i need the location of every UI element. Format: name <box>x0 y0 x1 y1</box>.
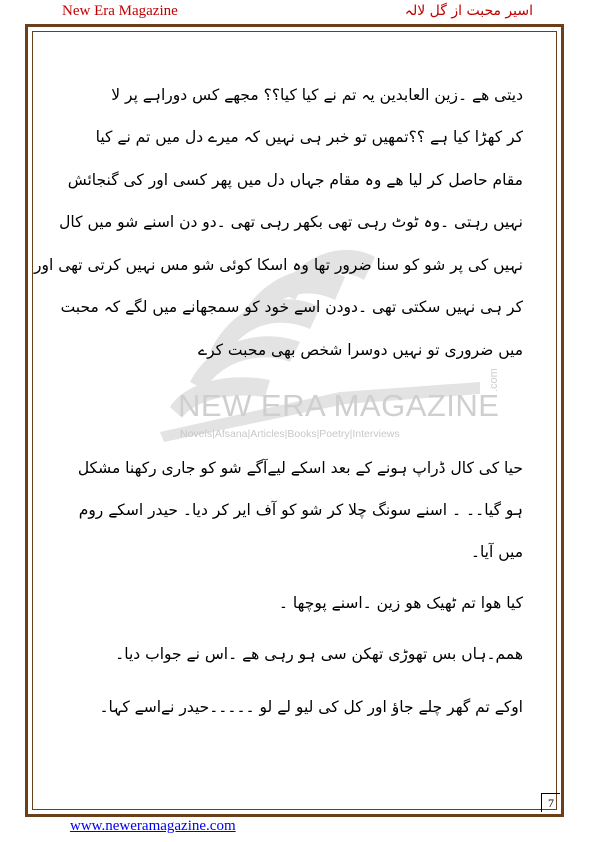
body-line: میں ضروری تو نہیں دوسرا شخص بھی محبت کرے <box>197 341 523 359</box>
body-line: حیا کی کال ڈراپ ہونے کے بعد اسکے لیےآگے شو کو جاری رکھنا مشکل <box>77 459 523 477</box>
body-line: کیا ھوا تم ٹھیک ھو زین ۔اسنے پوچھا ۔ <box>278 594 523 612</box>
story-header-title: اسیر محبت از گل لالہ <box>404 3 533 19</box>
body-line: دیتی ھے ۔زین العابدین یہ تم نے کیا کیا؟؟ مجھے کس دوراہے پر لا <box>111 86 523 104</box>
body-line: میں آیا۔ <box>470 543 523 561</box>
body-line: ہو گیا۔۔ ۔ اسنے سونگ چلا کر شو کو آف ایر کر دیا۔ حیدر اسکے روم <box>78 501 523 519</box>
body-line: نہیں کی پر شو کو سنا ضرور تھا وہ اسکا کوئی شو مس نہیں کرتی تھی اور <box>33 256 523 274</box>
page-number: 7 <box>541 793 560 812</box>
body-line: کر کھڑا کیا ہے ؟؟تمھیں تو خبر ہی نہیں کہ میرے دل میں تم نے کیا <box>95 128 523 146</box>
watermark-subtitle: Novels|Afsana|Articles|Books|Poetry|Interviews <box>180 428 400 440</box>
body-line: اوکے تم گھر چلے جاؤ اور کل کی لیو لے لو ۔۔۔۔۔حیدر نےاسے کہا۔ <box>99 698 523 716</box>
body-line: کر ہی نہیں سکتی تھی ۔دودن اسے خود کو سمجھانے میں لگے کہ محبت <box>60 298 523 316</box>
body-line: مقام حاصل کر لیا ھے وہ مقام جہاں دل میں پھر کسی اور کی گنجائش <box>67 171 523 189</box>
watermark-title: NEW ERA MAGAZINE <box>178 388 500 423</box>
body-line: نہیں رہتی ۔وہ ٹوٹ رہی تھی بکھر رہی تھی ۔دو دن اسنے شو میں کال <box>59 213 523 231</box>
magazine-header-title: New Era Magazine <box>62 3 178 19</box>
watermark-dotcom: .com <box>488 368 500 392</box>
body-line: ھمم۔ہاں بس تھوڑی تھکن سی ہو رہی ھے ۔اس نے جواب دیا۔ <box>115 645 523 663</box>
footer-website-link[interactable]: www.neweramagazine.com <box>70 818 236 834</box>
